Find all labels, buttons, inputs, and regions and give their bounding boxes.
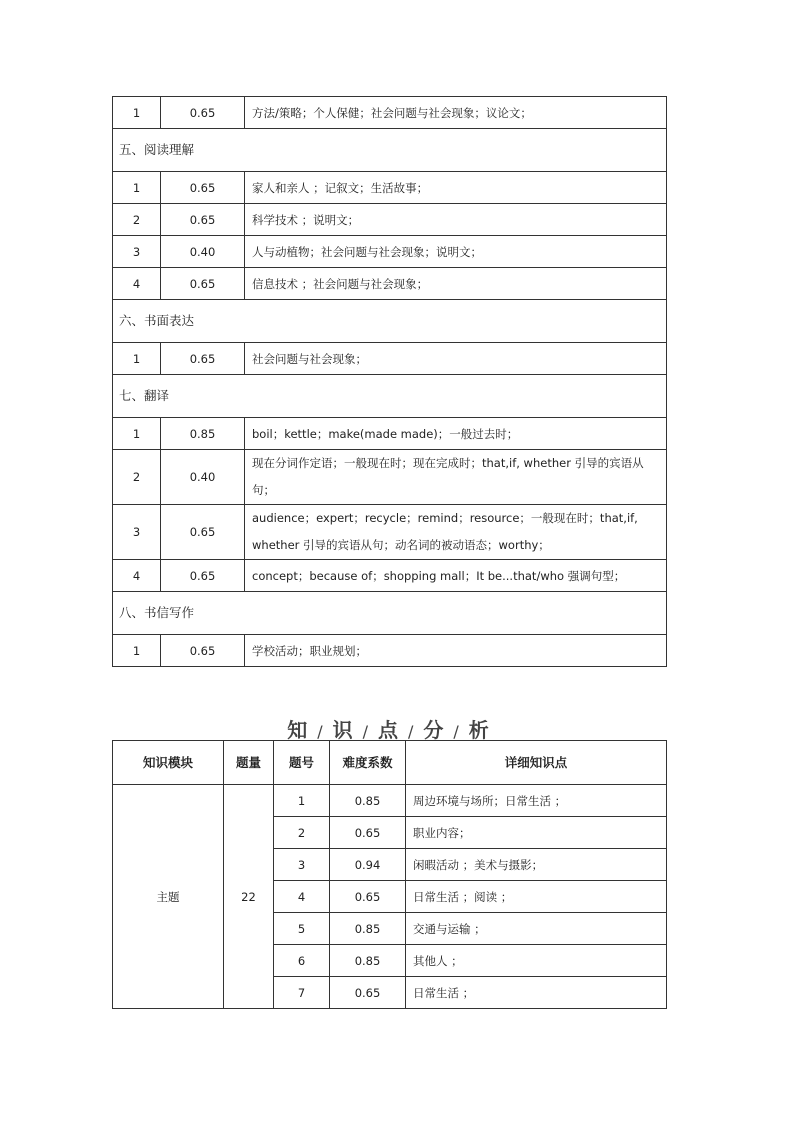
difficulty-value: 0.65 <box>161 343 245 375</box>
question-number: 1 <box>274 785 330 817</box>
question-number: 1 <box>113 172 161 204</box>
question-number: 4 <box>113 268 161 300</box>
table-row <box>113 343 667 375</box>
question-number: 7 <box>274 977 330 1009</box>
knowledge-points: audience；expert；recycle；remind；resource；一般现在时；that,if, whether 引导的宾语从句；动名词的被动语态；worthy； <box>245 505 667 560</box>
question-number: 4 <box>113 560 161 592</box>
question-number: 5 <box>274 913 330 945</box>
knowledge-analysis-table-body <box>113 785 667 1009</box>
table-row <box>113 418 667 450</box>
knowledge-analysis-table <box>112 740 667 1009</box>
header-count: 题量 <box>224 741 274 785</box>
header-num: 题号 <box>274 741 330 785</box>
table-row <box>113 635 667 667</box>
knowledge-points: 现在分词作定语；一般现在时；现在完成时；that,if, whether 引导的宾语从句； <box>245 450 667 505</box>
question-number: 6 <box>274 945 330 977</box>
title-char: 知 <box>287 718 310 742</box>
difficulty-value: 0.85 <box>330 785 406 817</box>
knowledge-points: 职业内容； <box>406 817 667 849</box>
question-number: 1 <box>113 635 161 667</box>
section-row <box>113 129 667 172</box>
title-separator: / <box>362 722 370 741</box>
section-row <box>113 375 667 418</box>
knowledge-detail-table <box>112 96 667 667</box>
table-row <box>113 450 667 505</box>
title-separator: / <box>317 722 325 741</box>
difficulty-value: 0.65 <box>330 881 406 913</box>
difficulty-value: 0.65 <box>161 204 245 236</box>
question-number: 1 <box>113 418 161 450</box>
table-row <box>113 236 667 268</box>
difficulty-value: 0.65 <box>161 505 245 560</box>
difficulty-value: 0.94 <box>330 849 406 881</box>
knowledge-points: boil；kettle；make(made made)；一般过去时； <box>245 418 667 450</box>
title-separator: / <box>408 722 416 741</box>
title-char: 分 <box>423 718 446 742</box>
table-row <box>113 560 667 592</box>
knowledge-points: 日常生活 ； <box>406 977 667 1009</box>
knowledge-points: 闲暇活动 ；美术与摄影； <box>406 849 667 881</box>
table-row <box>113 172 667 204</box>
question-number: 2 <box>113 450 161 505</box>
table-row <box>113 97 667 129</box>
knowledge-points: 其他人 ； <box>406 945 667 977</box>
difficulty-value: 0.85 <box>330 913 406 945</box>
table-row <box>113 785 667 817</box>
knowledge-points: 社会问题与社会现象； <box>245 343 667 375</box>
difficulty-value: 0.65 <box>330 977 406 1009</box>
difficulty-value: 0.40 <box>161 236 245 268</box>
section-row <box>113 300 667 343</box>
section-label: 七、翻译 <box>113 375 667 418</box>
header-detail: 详细知识点 <box>406 741 667 785</box>
table-row <box>113 204 667 236</box>
section-label: 六、书面表达 <box>113 300 667 343</box>
difficulty-value: 0.85 <box>330 945 406 977</box>
title-char: 析 <box>468 718 491 742</box>
difficulty-value: 0.65 <box>161 172 245 204</box>
difficulty-value: 0.65 <box>161 635 245 667</box>
section-label: 八、书信写作 <box>113 592 667 635</box>
question-number: 2 <box>113 204 161 236</box>
title-separator: / <box>453 722 461 741</box>
question-number: 4 <box>274 881 330 913</box>
section-title <box>112 714 666 743</box>
question-number: 1 <box>113 343 161 375</box>
question-number: 2 <box>274 817 330 849</box>
knowledge-points: 方法/策略；个人保健；社会问题与社会现象；议论文； <box>245 97 667 129</box>
knowledge-points: 家人和亲人 ；记叙文；生活故事； <box>245 172 667 204</box>
difficulty-value: 0.65 <box>330 817 406 849</box>
knowledge-points: 周边环境与场所；日常生活 ； <box>406 785 667 817</box>
knowledge-points: 科学技术 ；说明文； <box>245 204 667 236</box>
question-number: 3 <box>113 505 161 560</box>
question-number: 1 <box>113 97 161 129</box>
difficulty-value: 0.65 <box>161 268 245 300</box>
header-module: 知识模块 <box>113 741 224 785</box>
knowledge-detail-table-body <box>113 97 667 667</box>
question-count: 22 <box>224 785 274 1009</box>
title-char: 识 <box>332 718 355 742</box>
knowledge-points: concept；because of；shopping mall；It be...that/who 强调句型； <box>245 560 667 592</box>
header-difficulty: 难度系数 <box>330 741 406 785</box>
knowledge-points: 信息技术 ；社会问题与社会现象； <box>245 268 667 300</box>
section-label: 五、阅读理解 <box>113 129 667 172</box>
knowledge-points: 交通与运输 ； <box>406 913 667 945</box>
knowledge-points: 学校活动；职业规划； <box>245 635 667 667</box>
difficulty-value: 0.65 <box>161 97 245 129</box>
table-row <box>113 268 667 300</box>
difficulty-value: 0.65 <box>161 560 245 592</box>
difficulty-value: 0.40 <box>161 450 245 505</box>
title-char: 点 <box>378 718 400 742</box>
question-number: 3 <box>274 849 330 881</box>
difficulty-value: 0.85 <box>161 418 245 450</box>
module-name: 主题 <box>113 785 224 1009</box>
question-number: 3 <box>113 236 161 268</box>
knowledge-points: 日常生活 ；阅读 ； <box>406 881 667 913</box>
section-row <box>113 592 667 635</box>
table-row <box>113 505 667 560</box>
header-row <box>113 741 667 785</box>
knowledge-points: 人与动植物；社会问题与社会现象；说明文； <box>245 236 667 268</box>
